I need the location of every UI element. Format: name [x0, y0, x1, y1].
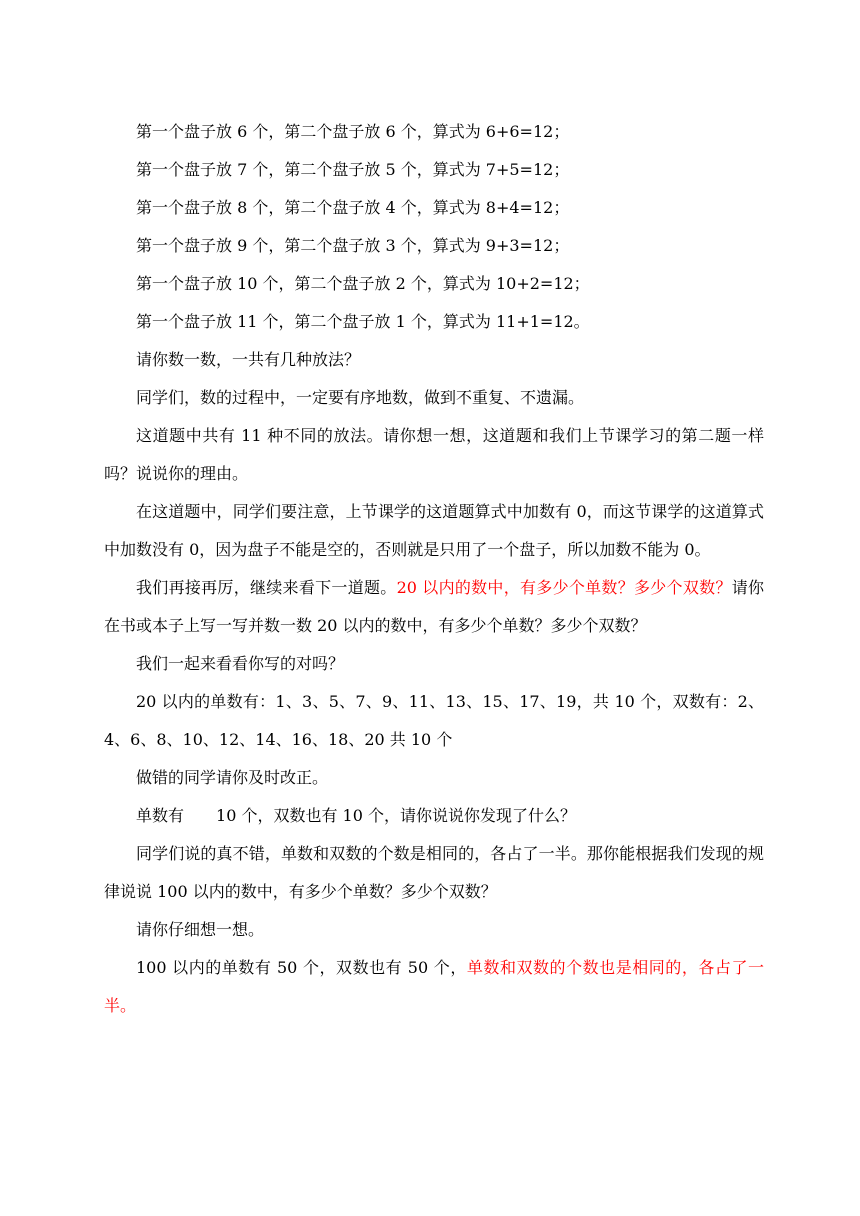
- paragraph-14: 做错的同学请你及时改正。: [136, 768, 329, 787]
- paragraph-7: 请你数一数，一共有几种放法？: [136, 350, 361, 369]
- paragraph-6: 第一个盘子放 11 个，第二个盘子放 1 个，算式为 11+1=12。: [136, 312, 590, 331]
- paragraph-8: 同学们，数的过程中，一定要有序地数，做到不重复、不遗漏。: [136, 388, 585, 407]
- paragraph-15-lead: 单数有: [136, 806, 185, 825]
- paragraph-18-lead: 100 以内的单数有 50 个，双数也有 50 个，: [136, 958, 467, 977]
- paragraph-15: [104, 797, 764, 835]
- paragraph-13: 20 以内的单数有：1、3、5、7、9、11、13、15、17、19，共 10 个，双数有：2、4、6、8、10、12、14、16、18、20 共 10 个: [104, 692, 764, 749]
- paragraph-4: 第一个盘子放 9 个，第二个盘子放 3 个，算式为 9+3=12；: [136, 236, 570, 255]
- paragraph-1: 第一个盘子放 6 个，第二个盘子放 6 个，算式为 6+6=12；: [136, 122, 570, 141]
- paragraph-10: 在这道题中，同学们要注意，上节课学的这道题算式中加数有 0，而这节课学的这道算式中加数没有 0，因为盘子不能是空的，否则就是只用了一个盘子，所以加数不能为 0。: [104, 502, 764, 559]
- paragraph-3: 第一个盘子放 8 个，第二个盘子放 4 个，算式为 8+4=12；: [136, 198, 570, 217]
- paragraph-18: [104, 949, 764, 1025]
- document-body: [104, 113, 764, 1025]
- paragraph-15-tail: 10 个，双数也有 10 个，请你说说你发现了什么？: [216, 806, 576, 825]
- paragraph-2: 第一个盘子放 7 个，第二个盘子放 5 个，算式为 7+5=12；: [136, 160, 570, 179]
- paragraph-11-lead: 我们再接再厉，继续来看下一道题。: [136, 578, 397, 597]
- paragraph-11: [104, 569, 764, 645]
- paragraph-17: 请你仔细想一想。: [136, 920, 265, 939]
- paragraph-11-tail: 请你在书或本子上写一写并数一数 20 以内的数中，有多少个单数？多少个双数？: [104, 578, 764, 635]
- highlighted-question: 20 以内的数中，有多少个单数？多少个双数？: [396, 578, 732, 597]
- highlighted-conclusion: 单数和双数的个数也是相同的，各占了一半。: [104, 958, 764, 1015]
- paragraph-12: 我们一起来看看你写的对吗？: [136, 654, 345, 673]
- paragraph-9: 这道题中共有 11 种不同的放法。请你想一想，这道题和我们上节课学习的第二题一样吗？说说你的理由。: [104, 426, 764, 483]
- paragraph-5: 第一个盘子放 10 个，第二个盘子放 2 个，算式为 10+2=12；: [136, 274, 590, 293]
- paragraph-16: 同学们说的真不错，单数和双数的个数是相同的，各占了一半。那你能根据我们发现的规律说说 100 以内的数中，有多少个单数？多少个双数？: [104, 844, 764, 901]
